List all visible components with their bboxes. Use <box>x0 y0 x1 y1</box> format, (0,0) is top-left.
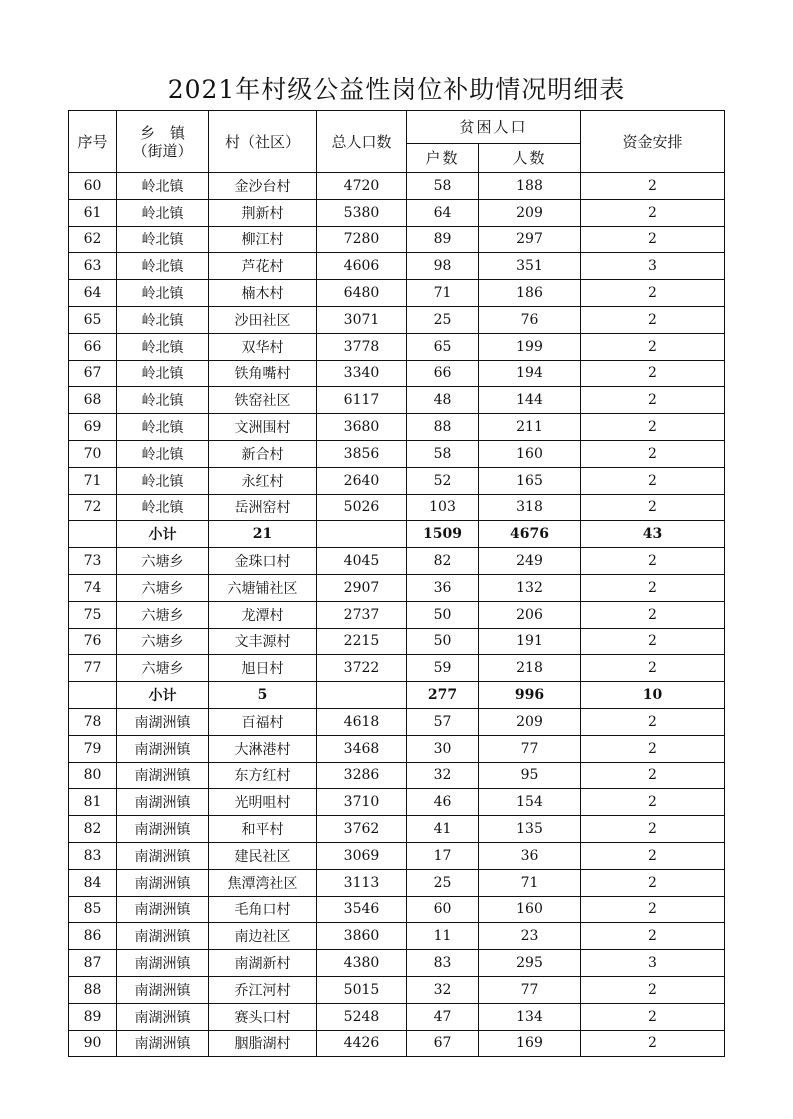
cell-persons: 996 <box>479 682 581 709</box>
cell-town: 岭北镇 <box>117 440 209 467</box>
cell-funds: 2 <box>581 414 725 441</box>
cell-seq: 64 <box>69 280 117 307</box>
header-town-line1: 乡 镇 <box>139 123 185 142</box>
cell-households: 32 <box>407 976 479 1003</box>
cell-town: 小计 <box>117 682 209 709</box>
cell-village: 乔江河村 <box>209 976 317 1003</box>
cell-households: 88 <box>407 414 479 441</box>
subsidy-detail-table <box>68 110 725 1057</box>
cell-town: 南湖洲镇 <box>117 869 209 896</box>
cell-village: 新合村 <box>209 440 317 467</box>
cell-village: 六塘铺社区 <box>209 574 317 601</box>
cell-persons: 77 <box>479 976 581 1003</box>
cell-funds: 2 <box>581 226 725 253</box>
cell-persons: 132 <box>479 574 581 601</box>
cell-seq: 77 <box>69 655 117 682</box>
cell-town: 南湖洲镇 <box>117 923 209 950</box>
page-title: 2021年村级公益性岗位补助情况明细表 <box>167 75 626 104</box>
cell-village: 金珠口村 <box>209 548 317 575</box>
cell-village: 南湖新村 <box>209 950 317 977</box>
cell-funds: 43 <box>581 521 725 548</box>
cell-total: 3113 <box>317 869 407 896</box>
cell-total: 2215 <box>317 628 407 655</box>
cell-seq: 62 <box>69 226 117 253</box>
cell-seq: 63 <box>69 253 117 280</box>
header-town <box>117 111 209 173</box>
cell-funds: 2 <box>581 173 725 200</box>
table-row <box>69 574 725 601</box>
cell-persons: 160 <box>479 440 581 467</box>
table-row <box>69 306 725 333</box>
header-total-pop: 总人口数 <box>317 111 407 173</box>
cell-households: 36 <box>407 574 479 601</box>
cell-households: 11 <box>407 923 479 950</box>
cell-village: 赛头口村 <box>209 1003 317 1030</box>
cell-persons: 209 <box>479 199 581 226</box>
cell-persons: 160 <box>479 896 581 923</box>
table-row <box>69 842 725 869</box>
cell-households: 50 <box>407 628 479 655</box>
cell-total <box>317 521 407 548</box>
cell-funds: 2 <box>581 789 725 816</box>
cell-funds: 2 <box>581 199 725 226</box>
cell-persons: 318 <box>479 494 581 521</box>
cell-funds: 2 <box>581 735 725 762</box>
table-row <box>69 950 725 977</box>
cell-seq: 81 <box>69 789 117 816</box>
cell-persons: 295 <box>479 950 581 977</box>
cell-town: 六塘乡 <box>117 548 209 575</box>
table-row <box>69 976 725 1003</box>
cell-households: 65 <box>407 333 479 360</box>
cell-persons: 154 <box>479 789 581 816</box>
cell-total: 3856 <box>317 440 407 467</box>
table-row <box>69 253 725 280</box>
cell-seq: 66 <box>69 333 117 360</box>
cell-funds: 2 <box>581 467 725 494</box>
cell-persons: 95 <box>479 762 581 789</box>
cell-persons: 218 <box>479 655 581 682</box>
subtotal-row <box>69 521 725 548</box>
cell-seq: 60 <box>69 173 117 200</box>
cell-village: 旭日村 <box>209 655 317 682</box>
cell-town: 岭北镇 <box>117 467 209 494</box>
table-row <box>69 548 725 575</box>
cell-village: 龙潭村 <box>209 601 317 628</box>
cell-town: 岭北镇 <box>117 253 209 280</box>
cell-village: 铁角嘴村 <box>209 360 317 387</box>
table-row <box>69 735 725 762</box>
cell-total: 5380 <box>317 199 407 226</box>
cell-village: 21 <box>209 521 317 548</box>
cell-village: 永红村 <box>209 467 317 494</box>
cell-persons: 191 <box>479 628 581 655</box>
cell-seq: 72 <box>69 494 117 521</box>
cell-persons: 186 <box>479 280 581 307</box>
cell-town: 南湖洲镇 <box>117 896 209 923</box>
header-poor-pop: 贫困人口 <box>407 111 581 144</box>
cell-total: 6117 <box>317 387 407 414</box>
cell-funds: 2 <box>581 440 725 467</box>
cell-total: 3722 <box>317 655 407 682</box>
table-row <box>69 1003 725 1030</box>
cell-seq: 89 <box>69 1003 117 1030</box>
cell-seq: 79 <box>69 735 117 762</box>
cell-households: 57 <box>407 708 479 735</box>
cell-town: 六塘乡 <box>117 601 209 628</box>
header-town-line2: （街道） <box>132 141 193 160</box>
cell-households: 32 <box>407 762 479 789</box>
header-funds: 资金安排 <box>581 111 725 173</box>
cell-households: 60 <box>407 896 479 923</box>
cell-seq: 74 <box>69 574 117 601</box>
cell-seq: 88 <box>69 976 117 1003</box>
cell-funds: 2 <box>581 655 725 682</box>
cell-town: 岭北镇 <box>117 199 209 226</box>
header-seq: 序号 <box>69 111 117 173</box>
cell-total: 3680 <box>317 414 407 441</box>
cell-funds: 2 <box>581 762 725 789</box>
cell-persons: 135 <box>479 816 581 843</box>
table-row <box>69 414 725 441</box>
cell-seq: 70 <box>69 440 117 467</box>
cell-total: 3762 <box>317 816 407 843</box>
cell-town: 南湖洲镇 <box>117 816 209 843</box>
cell-town: 岭北镇 <box>117 173 209 200</box>
cell-seq: 82 <box>69 816 117 843</box>
cell-village: 毛角口村 <box>209 896 317 923</box>
cell-households: 50 <box>407 601 479 628</box>
cell-funds: 2 <box>581 1003 725 1030</box>
cell-town: 南湖洲镇 <box>117 976 209 1003</box>
cell-funds: 2 <box>581 574 725 601</box>
header-persons: 人数 <box>479 144 581 173</box>
table-row <box>69 440 725 467</box>
cell-households: 71 <box>407 280 479 307</box>
cell-total: 3069 <box>317 842 407 869</box>
cell-village: 双华村 <box>209 333 317 360</box>
cell-village: 文洲围村 <box>209 414 317 441</box>
cell-households: 41 <box>407 816 479 843</box>
cell-funds: 2 <box>581 923 725 950</box>
cell-households: 66 <box>407 360 479 387</box>
table-header <box>69 111 725 173</box>
cell-funds: 2 <box>581 387 725 414</box>
cell-funds: 2 <box>581 601 725 628</box>
cell-village: 楠木村 <box>209 280 317 307</box>
cell-persons: 134 <box>479 1003 581 1030</box>
cell-funds: 2 <box>581 306 725 333</box>
cell-total: 7280 <box>317 226 407 253</box>
cell-funds: 3 <box>581 950 725 977</box>
cell-total: 4606 <box>317 253 407 280</box>
cell-seq: 67 <box>69 360 117 387</box>
cell-funds: 2 <box>581 548 725 575</box>
cell-town: 南湖洲镇 <box>117 1003 209 1030</box>
cell-persons: 144 <box>479 387 581 414</box>
table-body <box>69 173 725 1057</box>
cell-seq: 68 <box>69 387 117 414</box>
cell-persons: 23 <box>479 923 581 950</box>
table-row <box>69 655 725 682</box>
cell-households: 1509 <box>407 521 479 548</box>
cell-households: 52 <box>407 467 479 494</box>
cell-seq <box>69 682 117 709</box>
header-village: 村（社区） <box>209 111 317 173</box>
cell-households: 64 <box>407 199 479 226</box>
cell-village: 荆新村 <box>209 199 317 226</box>
cell-households: 17 <box>407 842 479 869</box>
cell-persons: 71 <box>479 869 581 896</box>
cell-funds: 2 <box>581 333 725 360</box>
table-row <box>69 333 725 360</box>
cell-households: 30 <box>407 735 479 762</box>
cell-total: 4426 <box>317 1030 407 1057</box>
cell-seq: 83 <box>69 842 117 869</box>
cell-village: 芦花村 <box>209 253 317 280</box>
cell-town: 六塘乡 <box>117 655 209 682</box>
table-row <box>69 226 725 253</box>
cell-total: 6480 <box>317 280 407 307</box>
cell-total: 4618 <box>317 708 407 735</box>
cell-funds: 2 <box>581 896 725 923</box>
cell-households: 58 <box>407 173 479 200</box>
cell-town: 南湖洲镇 <box>117 1030 209 1057</box>
cell-town: 南湖洲镇 <box>117 842 209 869</box>
cell-total: 4720 <box>317 173 407 200</box>
table-row <box>69 601 725 628</box>
cell-funds: 2 <box>581 628 725 655</box>
cell-persons: 199 <box>479 333 581 360</box>
table-row <box>69 923 725 950</box>
cell-town: 岭北镇 <box>117 387 209 414</box>
table-row <box>69 280 725 307</box>
cell-seq: 69 <box>69 414 117 441</box>
cell-funds: 2 <box>581 1030 725 1057</box>
table-row <box>69 708 725 735</box>
cell-households: 48 <box>407 387 479 414</box>
header-households: 户数 <box>407 144 479 173</box>
cell-town: 南湖洲镇 <box>117 735 209 762</box>
cell-total: 3778 <box>317 333 407 360</box>
table-row <box>69 494 725 521</box>
cell-village: 大淋港村 <box>209 735 317 762</box>
cell-town: 岭北镇 <box>117 280 209 307</box>
cell-seq: 73 <box>69 548 117 575</box>
cell-total: 5026 <box>317 494 407 521</box>
cell-persons: 211 <box>479 414 581 441</box>
cell-village: 铁窑社区 <box>209 387 317 414</box>
cell-total: 3286 <box>317 762 407 789</box>
table-row <box>69 199 725 226</box>
cell-town: 南湖洲镇 <box>117 789 209 816</box>
cell-total: 5015 <box>317 976 407 1003</box>
table-row <box>69 173 725 200</box>
table-row <box>69 816 725 843</box>
cell-village: 胭脂湖村 <box>209 1030 317 1057</box>
cell-seq: 90 <box>69 1030 117 1057</box>
cell-total: 4045 <box>317 548 407 575</box>
table-row <box>69 628 725 655</box>
cell-persons: 76 <box>479 306 581 333</box>
cell-households: 46 <box>407 789 479 816</box>
cell-seq: 71 <box>69 467 117 494</box>
cell-total: 3546 <box>317 896 407 923</box>
cell-persons: 297 <box>479 226 581 253</box>
table-row <box>69 467 725 494</box>
cell-total: 3468 <box>317 735 407 762</box>
table-row <box>69 789 725 816</box>
cell-persons: 351 <box>479 253 581 280</box>
cell-funds: 10 <box>581 682 725 709</box>
cell-total: 3710 <box>317 789 407 816</box>
cell-persons: 4676 <box>479 521 581 548</box>
table-row <box>69 387 725 414</box>
cell-village: 文丰源村 <box>209 628 317 655</box>
cell-total: 2907 <box>317 574 407 601</box>
cell-funds: 2 <box>581 494 725 521</box>
cell-persons: 36 <box>479 842 581 869</box>
cell-seq: 75 <box>69 601 117 628</box>
cell-seq: 87 <box>69 950 117 977</box>
cell-households: 47 <box>407 1003 479 1030</box>
cell-funds: 2 <box>581 816 725 843</box>
cell-funds: 2 <box>581 842 725 869</box>
cell-households: 58 <box>407 440 479 467</box>
cell-town: 六塘乡 <box>117 574 209 601</box>
cell-village: 和平村 <box>209 816 317 843</box>
cell-town: 岭北镇 <box>117 494 209 521</box>
cell-persons: 188 <box>479 173 581 200</box>
cell-funds: 2 <box>581 869 725 896</box>
cell-seq: 61 <box>69 199 117 226</box>
cell-village: 光明咀村 <box>209 789 317 816</box>
cell-total: 2640 <box>317 467 407 494</box>
cell-households: 67 <box>407 1030 479 1057</box>
cell-village: 5 <box>209 682 317 709</box>
cell-total: 2737 <box>317 601 407 628</box>
cell-village: 焦潭湾社区 <box>209 869 317 896</box>
cell-village: 沙田社区 <box>209 306 317 333</box>
cell-village: 金沙台村 <box>209 173 317 200</box>
cell-village: 建民社区 <box>209 842 317 869</box>
cell-seq: 84 <box>69 869 117 896</box>
cell-town: 岭北镇 <box>117 360 209 387</box>
cell-total: 5248 <box>317 1003 407 1030</box>
cell-town: 岭北镇 <box>117 226 209 253</box>
cell-village: 百福村 <box>209 708 317 735</box>
cell-funds: 3 <box>581 253 725 280</box>
cell-total <box>317 682 407 709</box>
cell-total: 3071 <box>317 306 407 333</box>
cell-persons: 249 <box>479 548 581 575</box>
cell-village: 岳洲窑村 <box>209 494 317 521</box>
cell-seq: 86 <box>69 923 117 950</box>
table-row <box>69 360 725 387</box>
cell-total: 3860 <box>317 923 407 950</box>
cell-persons: 206 <box>479 601 581 628</box>
cell-households: 83 <box>407 950 479 977</box>
cell-households: 25 <box>407 306 479 333</box>
cell-persons: 209 <box>479 708 581 735</box>
cell-households: 59 <box>407 655 479 682</box>
cell-village: 柳江村 <box>209 226 317 253</box>
cell-households: 103 <box>407 494 479 521</box>
cell-village: 南边社区 <box>209 923 317 950</box>
cell-total: 4380 <box>317 950 407 977</box>
cell-seq: 78 <box>69 708 117 735</box>
cell-seq: 76 <box>69 628 117 655</box>
cell-town: 六塘乡 <box>117 628 209 655</box>
cell-households: 89 <box>407 226 479 253</box>
table-row <box>69 762 725 789</box>
cell-village: 东方红村 <box>209 762 317 789</box>
cell-persons: 169 <box>479 1030 581 1057</box>
table-row <box>69 869 725 896</box>
cell-seq: 65 <box>69 306 117 333</box>
table-row <box>69 1030 725 1057</box>
cell-town: 岭北镇 <box>117 414 209 441</box>
table-row <box>69 896 725 923</box>
cell-town: 南湖洲镇 <box>117 950 209 977</box>
cell-persons: 77 <box>479 735 581 762</box>
cell-town: 小计 <box>117 521 209 548</box>
cell-seq: 85 <box>69 896 117 923</box>
cell-town: 岭北镇 <box>117 306 209 333</box>
cell-persons: 194 <box>479 360 581 387</box>
cell-total: 3340 <box>317 360 407 387</box>
cell-seq <box>69 521 117 548</box>
cell-persons: 165 <box>479 467 581 494</box>
cell-households: 98 <box>407 253 479 280</box>
cell-households: 277 <box>407 682 479 709</box>
cell-funds: 2 <box>581 976 725 1003</box>
cell-seq: 80 <box>69 762 117 789</box>
subtotal-row <box>69 682 725 709</box>
cell-households: 25 <box>407 869 479 896</box>
cell-town: 岭北镇 <box>117 333 209 360</box>
cell-households: 82 <box>407 548 479 575</box>
cell-town: 南湖洲镇 <box>117 708 209 735</box>
cell-funds: 2 <box>581 280 725 307</box>
cell-town: 南湖洲镇 <box>117 762 209 789</box>
cell-funds: 2 <box>581 708 725 735</box>
cell-funds: 2 <box>581 360 725 387</box>
